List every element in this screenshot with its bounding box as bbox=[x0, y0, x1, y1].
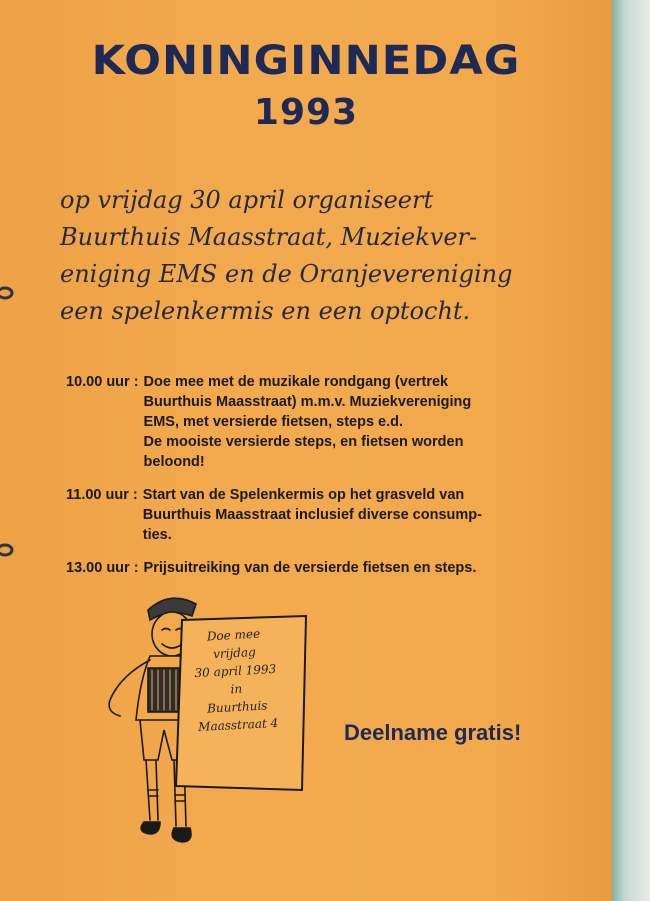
intro-line: Buurthuis Maasstraat, Muziekver- bbox=[60, 223, 478, 251]
schedule-time: 13.00 uur : bbox=[66, 560, 139, 576]
poster-sign bbox=[172, 613, 303, 791]
poster-line: in bbox=[230, 681, 243, 697]
poster-line: Maasstraat 4 bbox=[197, 715, 279, 735]
schedule-list bbox=[66, 372, 566, 591]
flyer-year: 1993 bbox=[253, 92, 359, 133]
poster-line: Buurthuis bbox=[206, 698, 268, 716]
poster-line: Doe mee bbox=[206, 626, 261, 644]
schedule-description: Doe mee met de muzikale rondgang (vertrek Buurthuis Maasstraat) m.m.v. Muziekvereniging EMS, met versierde fietsen, steps e.d. De mooiste versierde steps, en fietsen worden beloond! bbox=[143, 374, 472, 470]
schedule-time: 11.00 uur : bbox=[66, 487, 138, 503]
schedule-item bbox=[66, 372, 566, 472]
schedule-description: Prijsuitreiking van de versierde fietsen en steps. bbox=[143, 560, 477, 576]
poster-line: vrijdag bbox=[212, 644, 257, 662]
intro-line: een spelenkermis en een optocht. bbox=[60, 297, 471, 325]
schedule-description: Start van de Spelenkermis op het grasveld van Buurthuis Maasstraat inclusief diverse consump- ties. bbox=[142, 487, 482, 543]
intro-line: eniging EMS en de Oranjevereniging bbox=[60, 260, 513, 288]
poster-line: 30 april 1993 bbox=[194, 661, 277, 681]
intro-text bbox=[60, 182, 580, 330]
binder-ring-icon bbox=[0, 543, 16, 557]
backdrop-edge bbox=[612, 0, 650, 901]
binder-ring-icon bbox=[0, 286, 16, 300]
free-entry-text: Deelname gratis! bbox=[344, 720, 522, 745]
schedule-time: 10.00 uur : bbox=[66, 374, 139, 390]
schedule-item bbox=[66, 558, 566, 578]
intro-line: op vrijdag 30 april organiseert bbox=[60, 186, 434, 214]
schedule-item bbox=[66, 485, 566, 545]
flyer-title: KONINGINNEDAG bbox=[91, 38, 521, 84]
